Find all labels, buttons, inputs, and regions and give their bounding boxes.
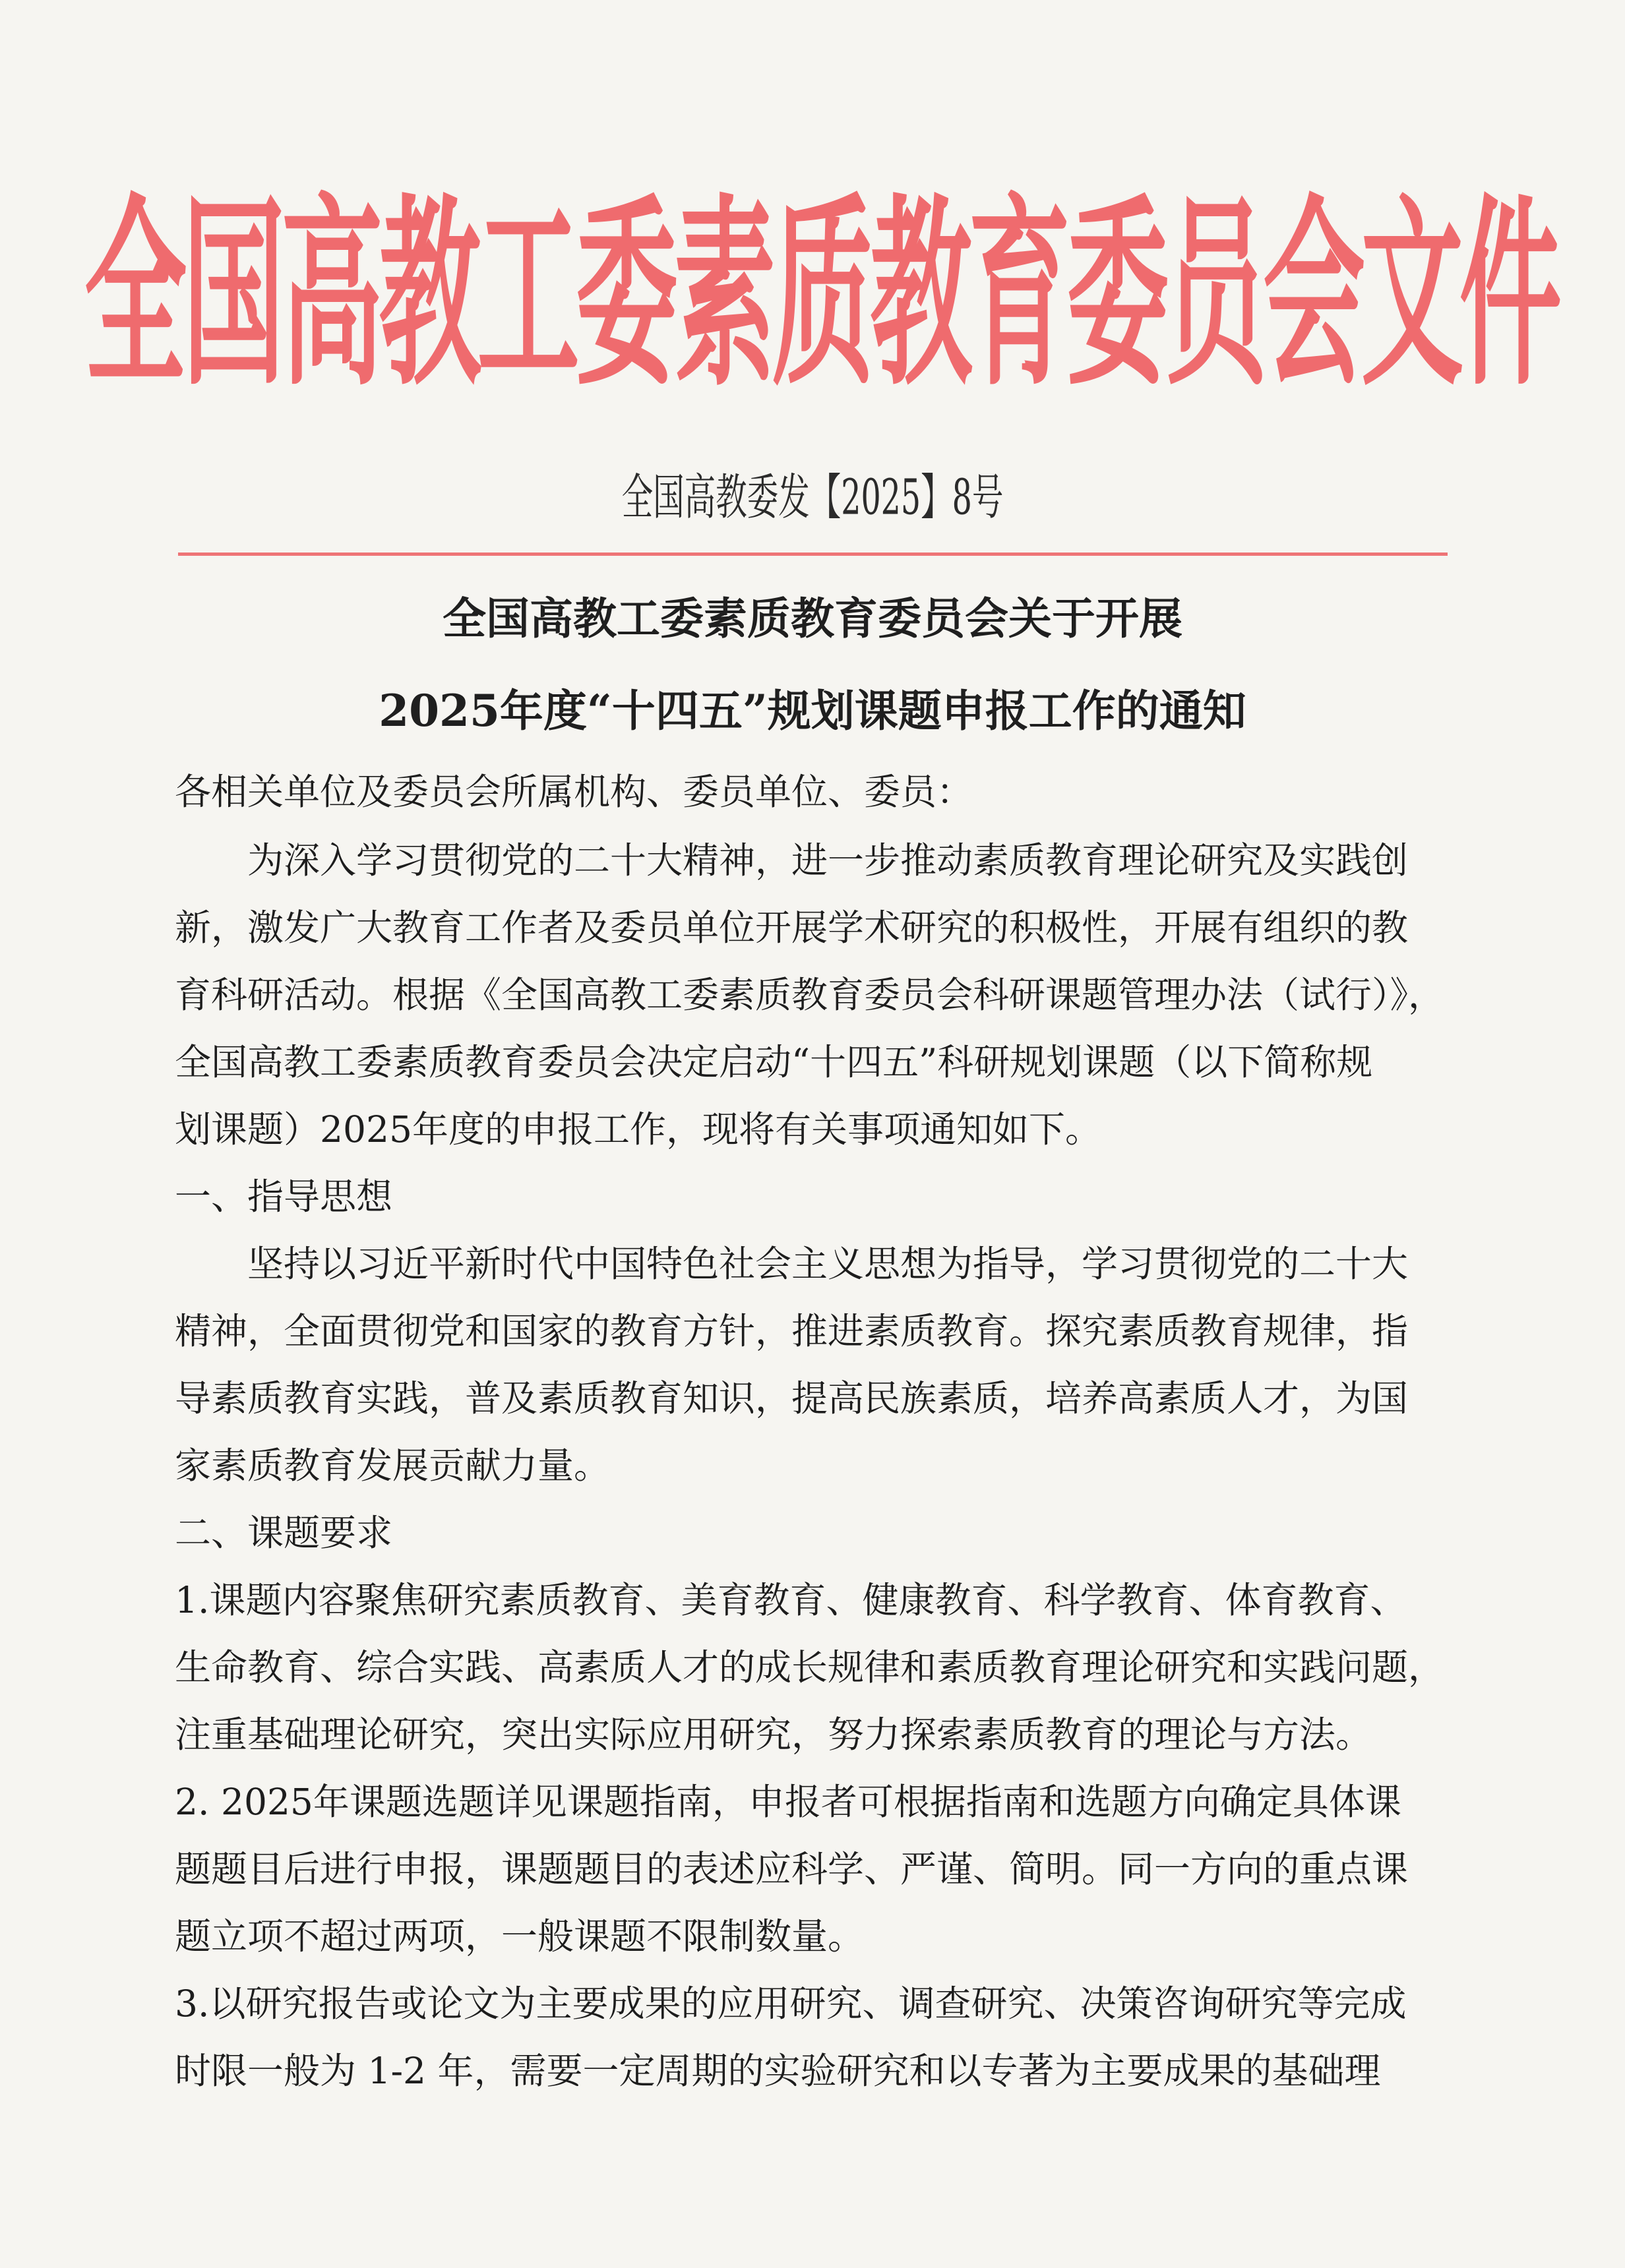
body-line: 为深入学习贯彻党的二十大精神，进一步推动素质教育理论研究及实践创 (247, 839, 1409, 881)
document-number: 全国高教委发【2025】8号 (621, 469, 1004, 526)
body-line: 划课题）2025年度的申报工作，现将有关事项通知如下。 (175, 1108, 1101, 1150)
body-line: 题立项不超过两项，一般课题不限制数量。 (175, 1915, 865, 1957)
body-line: 新，激发广大教育工作者及委员单位开展学术研究的积极性，开展有组织的教 (175, 907, 1409, 949)
body-line: 生命教育、综合实践、高素质人才的成长规律和素质教育理论研究和实践问题， (175, 1646, 1445, 1688)
notice-title-line-2: 2025年度“十四五”规划课题申报工作的通知 (379, 685, 1246, 736)
org-header-title: 全国高教工委素质教育委员会文件 (84, 176, 1558, 413)
body-line: 育科研活动。根据《全国高教工委素质教育委员会科研课题管理办法（试行）》， (175, 974, 1445, 1016)
body-line: 全国高教工委素质教育委员会决定启动“十四五”科研规划课题（以下简称规 (175, 1041, 1373, 1083)
body-line: 时限一般为 1-2 年，需要一定周期的实验研究和以专著为主要成果的基础理 (175, 2050, 1381, 2092)
section-heading-topic-requirements: 二、课题要求 (175, 1512, 393, 1554)
body-line: 家素质教育发展贡献力量。 (175, 1445, 611, 1487)
body-line: 1.课题内容聚焦研究素质教育、美育教育、健康教育、科学教育、体育教育、 (175, 1579, 1407, 1621)
body-line: 注重基础理论研究，突出实际应用研究，努力探索素质教育的理论与方法。 (175, 1714, 1372, 1756)
body-line: 坚持以习近平新时代中国特色社会主义思想为指导，学习贯彻党的二十大 (247, 1243, 1409, 1285)
body-line: 导素质教育实践，普及素质教育知识，提高民族素质，培养高素质人才，为国 (175, 1377, 1409, 1419)
header-divider (178, 552, 1448, 556)
notice-title-line-1: 全国高教工委素质教育委员会关于开展 (443, 593, 1182, 644)
body-line: 3.以研究报告或论文为主要成果的应用研究、调查研究、决策咨询研究等完成 (175, 1983, 1407, 2025)
salutation: 各相关单位及委员会所属机构、委员单位、委员： (175, 771, 973, 813)
body-line: 2. 2025年课题选题详见课题指南，申报者可根据指南和选题方向确定具体课 (175, 1781, 1401, 1823)
body-line: 精神，全面贯彻党和国家的教育方针，推进素质教育。探究素质教育规律，指 (175, 1310, 1409, 1352)
section-heading-guiding-ideology: 一、指导思想 (175, 1176, 393, 1218)
body-line: 题题目后进行申报，课题题目的表述应科学、严谨、简明。同一方向的重点课 (175, 1848, 1409, 1890)
